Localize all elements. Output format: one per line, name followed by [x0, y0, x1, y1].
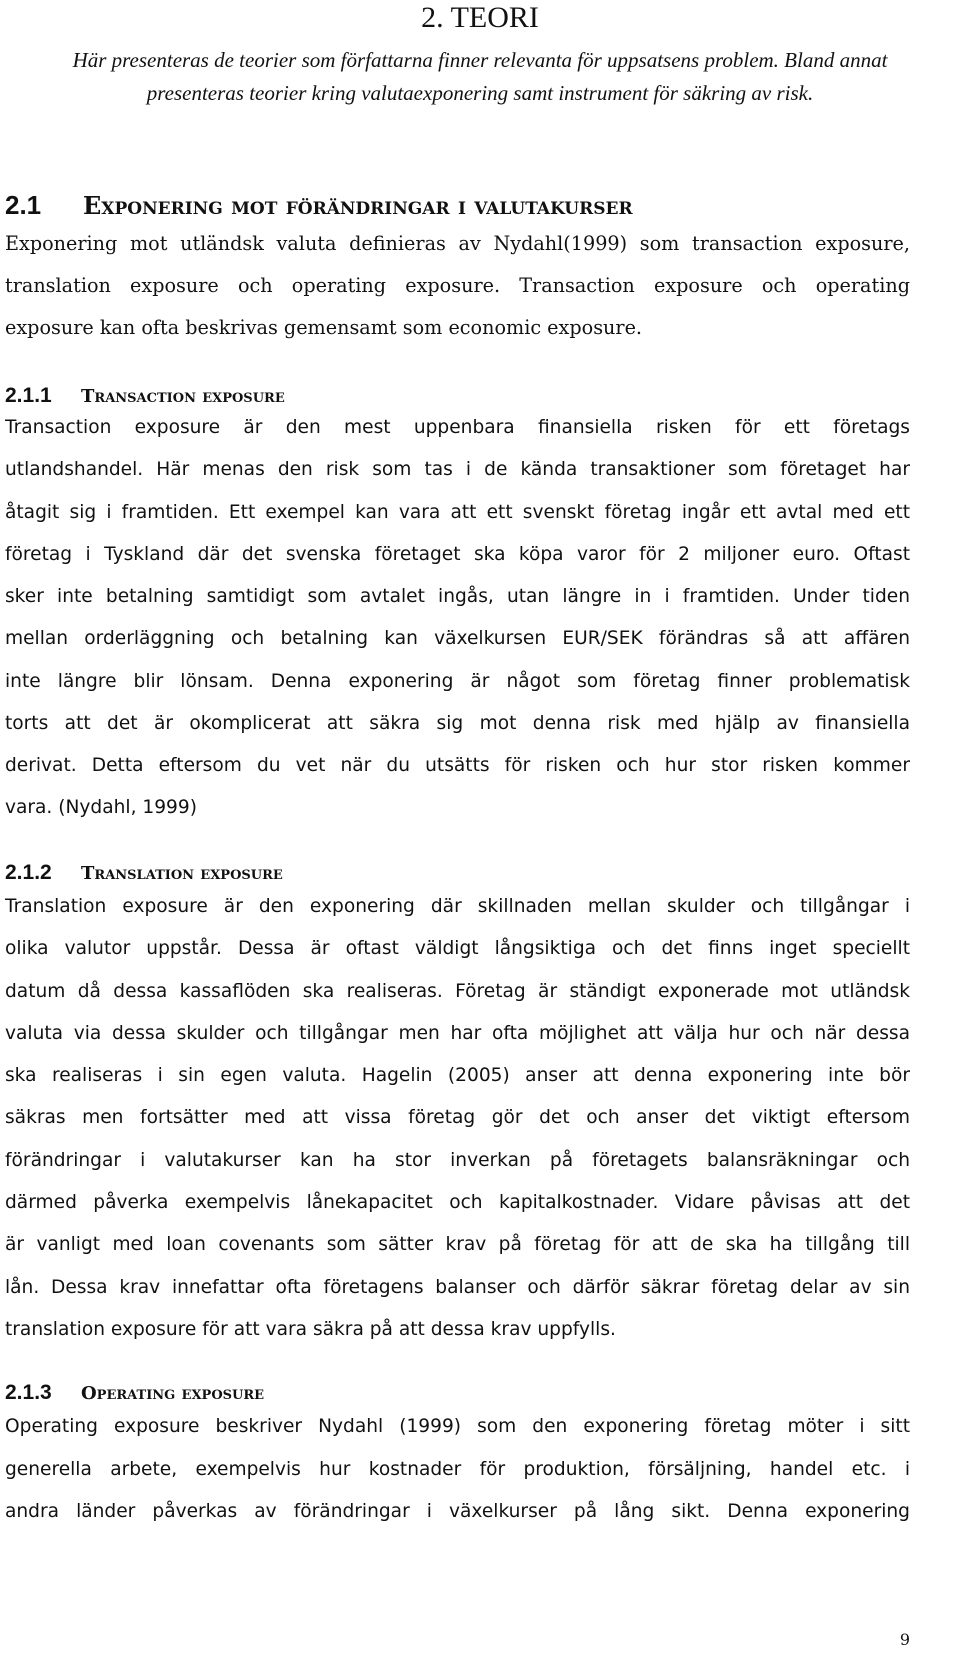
paragraph-line: Operating exposure beskriver Nydahl (1999) som den exponering företag möter i sitt: [5, 1416, 910, 1437]
paragraph-line: derivat. Detta eftersom du vet när du utsätts för risken och hur stor risken kommer: [5, 755, 910, 776]
paragraph-line: är vanligt med loan covenants som sätter krav på företag för att de ska ha tillgång till: [5, 1234, 910, 1255]
paragraph-line: säkras men fortsätter med att vissa företag gör det och anser det viktigt eftersom: [5, 1107, 910, 1128]
paragraph-line: andra länder påverkas av förändringar i växelkurser på lång sikt. Denna exponering: [5, 1501, 910, 1522]
paragraph-line: exposure kan ofta beskrivas gemensamt som economic exposure.: [5, 316, 643, 339]
paragraph-line: ska realiseras i sin egen valuta. Hagelin (2005) anser att denna exponering inte bör: [5, 1065, 910, 1086]
paragraph-line: sker inte betalning samtidigt som avtalet ingås, utan längre in i framtiden. Under tiden: [5, 586, 910, 607]
subsection-heading: [5, 860, 283, 887]
paragraph-line: torts att det är okomplicerat att säkra sig mot denna risk med hjälp av finansiella: [5, 713, 910, 734]
paragraph-line: translation exposure och operating exposure. Transaction exposure och operating: [5, 274, 910, 297]
chapter-intro-line: presenteras teorier kring valutaexponering samt instrument för säkring av risk.: [146, 81, 814, 105]
paragraph-line: inte längre blir lönsam. Denna exponering är något som företag finner problematisk: [5, 671, 910, 692]
subsection-heading: [5, 383, 285, 410]
subsection-number: 2.1.2: [5, 861, 52, 884]
paragraph-line: lån. Dessa krav innefattar ofta företagens balanser och därför säkrar företag delar av sin: [5, 1277, 910, 1298]
paragraph-line: utlandshandel. Här menas den risk som tas i de kända transaktioner som företaget har: [5, 459, 910, 480]
paragraph-line: Exponering mot utländsk valuta definieras av Nydahl(1999) som transaction exposure,: [5, 232, 910, 255]
paragraph-line: translation exposure för att vara säkra på att dessa krav uppfylls.: [5, 1319, 616, 1340]
paragraph-line: förändringar i valutakurser kan ha stor inverkan på företagets balansräkningar och: [5, 1150, 910, 1171]
paragraph-line: företag i Tyskland där det svenska företaget ska köpa varor för 2 miljoner euro. Oftast: [5, 544, 910, 565]
section-number: 2.1: [5, 190, 42, 220]
section-heading: [5, 189, 633, 222]
chapter-title: 2. TEORI: [421, 1, 539, 34]
paragraph-line: Transaction exposure är den mest uppenbara finansiella risken för ett företags: [5, 417, 910, 438]
subsection-heading: [5, 1380, 264, 1407]
paragraph-line: datum då dessa kassaflöden ska realiseras. Företag är ständigt exponerade mot utländsk: [5, 981, 910, 1002]
paragraph-line: generella arbete, exempelvis hur kostnader för produktion, försäljning, handel etc. i: [5, 1459, 910, 1480]
subsection-title: Operating exposure: [81, 1383, 265, 1404]
paragraph-line: mellan orderläggning och betalning kan växelkursen EUR/SEK förändras så att affären: [5, 628, 910, 649]
page-number: 9: [899, 1630, 910, 1649]
paragraph-line: åtagit sig i framtiden. Ett exempel kan vara att ett svenskt företag ingår ett avtal med ett: [5, 502, 910, 523]
section-title: Exponering mot förändringar i valutakurser: [83, 191, 633, 220]
subsection-number: 2.1.1: [5, 384, 52, 407]
subsection-title: Translation exposure: [81, 863, 283, 884]
subsection-number: 2.1.3: [5, 1381, 52, 1404]
subsection-title: Transaction exposure: [81, 386, 285, 407]
paragraph-line: valuta via dessa skulder och tillgångar men har ofta möjlighet att välja hur och när dessa: [5, 1023, 910, 1044]
paragraph-line: därmed påverka exempelvis lånekapacitet och kapitalkostnader. Vidare påvisas att det: [5, 1192, 910, 1213]
paragraph-line: olika valutor uppstår. Dessa är oftast väldigt långsiktiga och det finns inget speciellt: [5, 938, 910, 959]
paragraph-line: vara. (Nydahl, 1999): [5, 797, 197, 818]
chapter-intro-line: Här presenteras de teorier som författarna finner relevanta för uppsatsens problem. Bland annat: [72, 48, 888, 72]
paragraph-line: Translation exposure är den exponering där skillnaden mellan skulder och tillgångar i: [5, 896, 910, 917]
